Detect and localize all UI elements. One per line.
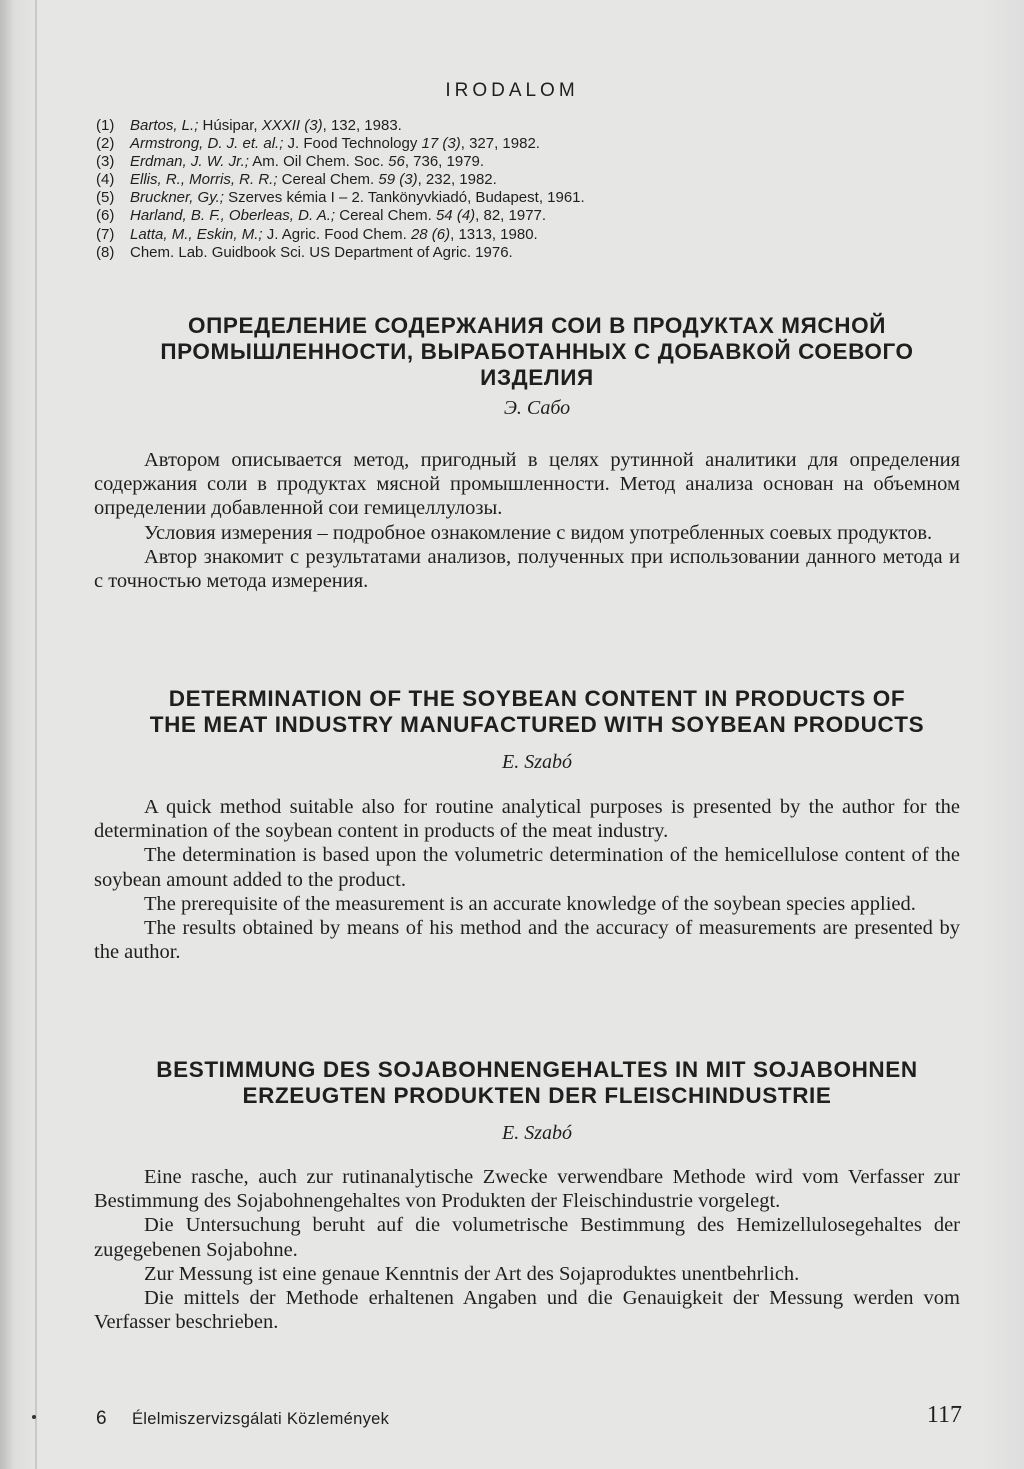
paragraph: Eine rasche, auch zur rutinanalytische Zwecke verwendbare Methode wird vom Verfasser zur Bestimmung des Sojabohnengehaltes von Produkten der Fleischindustrie vorgelegt. [94,1166,960,1213]
russian-title: ОПРЕДЕЛЕНИЕ СОДЕРЖАНИЯ СОИ В ПРОДУКТАХ МЯСНОЙ ПРОМЫШЛЕННОСТИ, ВЫРАБОТАННЫХ С ДОБАВКОЙ СОЕВОГО ИЗДЕЛИЯ [160,313,914,390]
german-title: BESTIMMUNG DES SOJABOHNENGEHALTES IN MIT SOJABOHNEN ERZEUGTEN PRODUKTEN DER FLEISCHINDUSTRIE [156,1057,918,1108]
reference-item: (8) Chem. Lab. Guidbook Sci. US Department of Agric. 1976. [96,243,513,261]
paragraph: A quick method suitable also for routine analytical purposes is presented by the author for the determination of the soybean content in products of the meat industry. [94,796,960,843]
reference-list [96,117,956,262]
paragraph: The results obtained by means of his method and the accuracy of measurements are presented by the author. [94,917,960,964]
paragraph: The prerequisite of the measurement is an accurate knowledge of the soybean species applied. [144,892,916,915]
paragraph: Zur Messung ist eine genaue Kenntnis der Art des Sojaproduktes unentbehrlich. [144,1262,800,1285]
margin-rule [35,0,37,1469]
journal-name: Élelmiszervizsgálati Közlemények [132,1410,390,1428]
german-abstract [94,1165,960,1334]
paragraph: Die Untersuchung beruht auf die volumetrische Bestimmung des Hemizellulosegehaltes der zugegebenen Sojabohne. [94,1214,960,1261]
paragraph: Автором описывается метод, пригодный в целях рутинной аналитики для определения содержания соли в продуктах мясной промышленности. Метод анализа основан на объемном определении добавленной сои гемицеллулозы. [94,449,960,520]
paragraph: Условия измерения – подробное ознакомление с видом употребленных соевых продуктов. [144,521,933,544]
reference-item: (4) Ellis, R., Morris, R. R.; Cereal Chem. 59 (3), 232, 1982. [96,171,497,189]
paragraph: The determination is based upon the volumetric determination of the hemicellulose content of the soybean amount added to the product. [94,844,960,891]
signature-mark: 6 [96,1408,107,1429]
reference-item: (5) Bruckner, Gy.; Szerves kémia I – 2. Tankönyvkiadó, Budapest, 1961. [96,189,585,207]
paragraph: Die mittels der Methode erhaltenen Angaben und die Genauigkeit der Messung werden vom Verfasser beschrieben. [94,1287,960,1334]
references-title: IRODALOM [445,80,579,101]
paragraph: Автор знакомит с результатами анализов, полученных при использовании данного метода и с точностью метода измерения. [94,545,960,593]
russian-abstract [94,448,960,593]
margin-mark [32,1415,36,1419]
page-number: 117 [926,1402,962,1428]
reference-item: (6) Harland, B. F., Oberleas, D. A.; Cereal Chem. 54 (4), 82, 1977. [96,207,547,225]
page-edge-shadow [0,0,14,1469]
russian-author: Э. Сабо [503,397,571,419]
english-abstract [94,795,960,964]
german-author: E. Szabó [502,1122,572,1144]
reference-item: (2) Armstrong, D. J. et. al.; J. Food Technology 17 (3), 327, 1982. [96,135,540,153]
reference-item: (3) Erdman, J. W. Jr.; Am. Oil Chem. Soc. 56, 736, 1979. [96,153,485,171]
english-title: DETERMINATION OF THE SOYBEAN CONTENT IN PRODUCTS OF THE MEAT INDUSTRY MANUFACTURED WITH SOYBEAN PRODUCTS [149,686,925,737]
reference-item: (1) Bartos, L.; Húsipar, XXXII (3), 132, 1983. [96,117,402,134]
english-author: E. Szabó [502,751,572,773]
reference-item: (7) Latta, M., Eskin, M.; J. Agric. Food Chem. 28 (6), 1313, 1980. [96,225,538,243]
